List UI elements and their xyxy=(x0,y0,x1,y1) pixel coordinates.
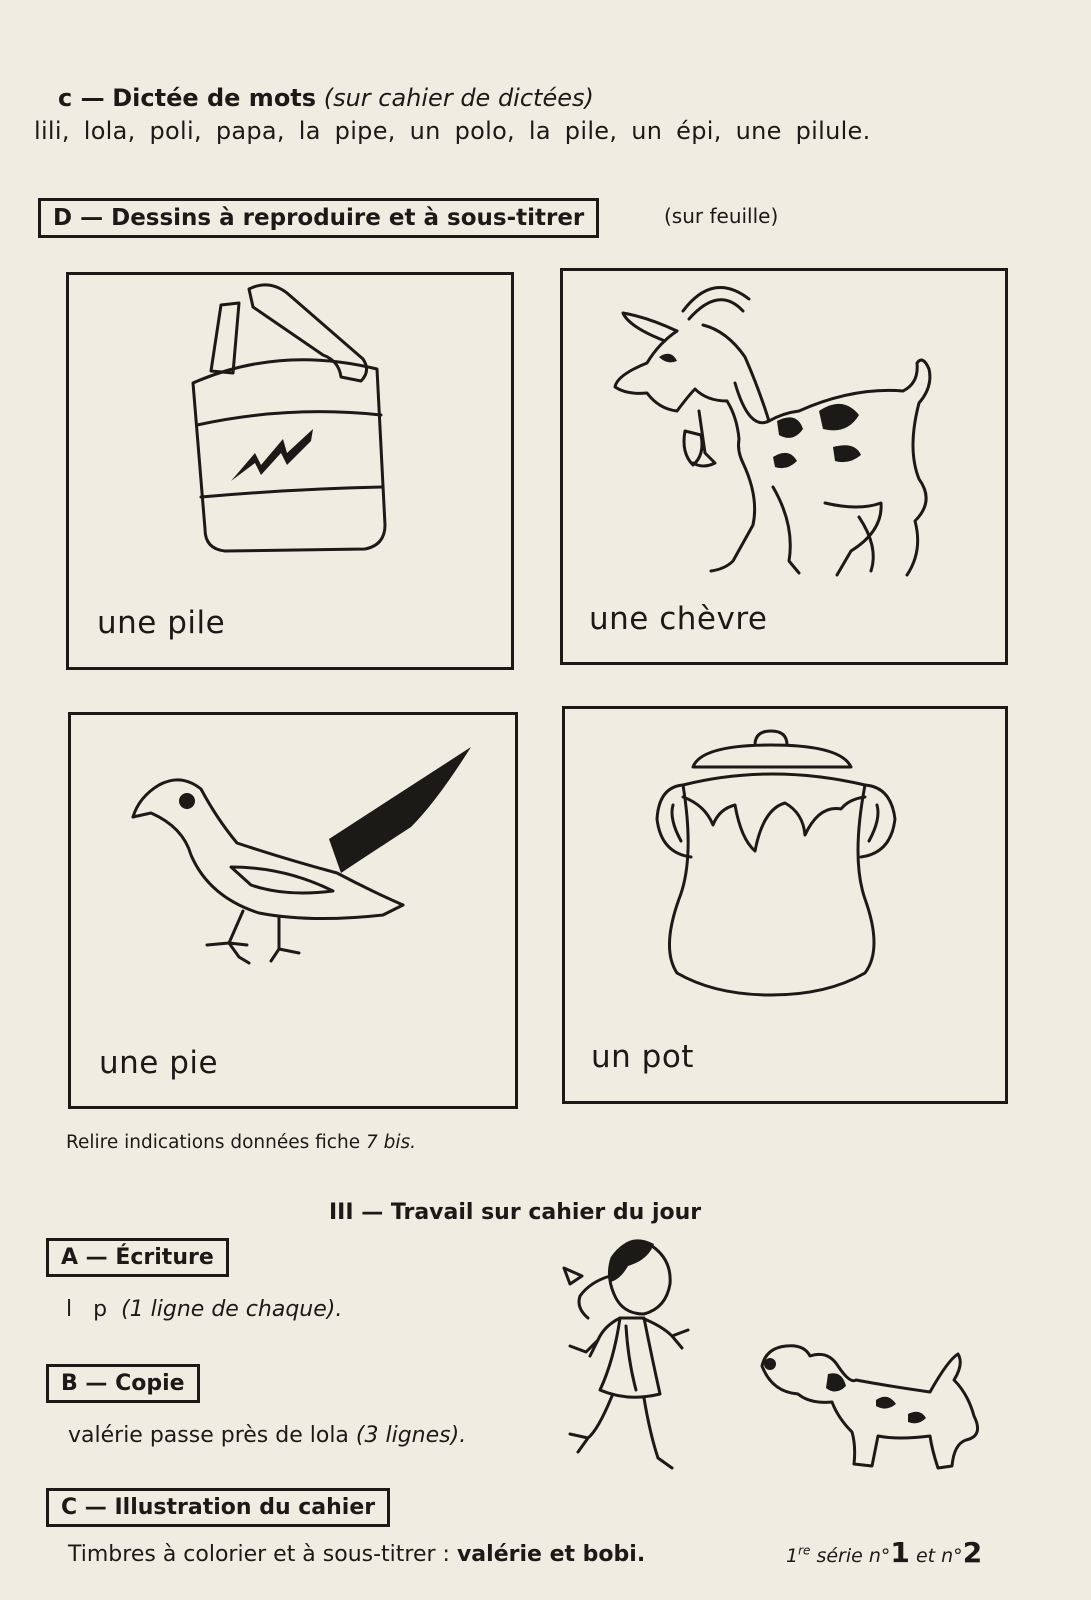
panel-caption: une pie xyxy=(99,1045,219,1081)
section-a-line xyxy=(66,1297,342,1322)
reread-note xyxy=(66,1132,416,1153)
panel-goat xyxy=(560,268,1008,665)
dictation-heading xyxy=(58,84,594,112)
dictation-note: (sur cahier de dictées) xyxy=(323,84,594,112)
section-c-title: C — Illustration du cahier xyxy=(46,1488,390,1527)
section-3-title: III — Travail sur cahier du jour xyxy=(329,1200,702,1225)
section-c-line xyxy=(68,1542,645,1567)
footer-sup: re xyxy=(798,1543,811,1558)
panel-caption: une pile xyxy=(97,605,226,641)
footer-et: et n° xyxy=(915,1545,963,1567)
section-b-line xyxy=(68,1423,466,1448)
section-b-note: (3 lignes). xyxy=(355,1423,467,1448)
section-a-title: A — Écriture xyxy=(46,1238,229,1277)
dictation-label: c — xyxy=(58,84,105,112)
section-b-title: B — Copie xyxy=(46,1364,200,1403)
section-d-title: D — Dessins à reproduire et à sous-titrer xyxy=(38,198,599,238)
panel-caption: un pot xyxy=(591,1039,694,1075)
footer-prefix: 1 xyxy=(786,1545,799,1567)
panel-pot xyxy=(562,706,1008,1104)
section-a-letters: l p xyxy=(66,1297,108,1322)
footer-number-1: 1 xyxy=(890,1536,910,1569)
section-d-note: (sur feuille) xyxy=(664,204,779,228)
series-footer xyxy=(786,1536,982,1569)
section-c-text: Timbres à colorier et à sous-titrer : xyxy=(68,1542,450,1567)
footer-serie: série n° xyxy=(816,1545,891,1567)
panel-caption: une chèvre xyxy=(589,601,768,637)
footer-number-2: 2 xyxy=(962,1536,983,1569)
panel-battery xyxy=(66,272,514,670)
reread-text: Relire indications données fiche xyxy=(66,1132,361,1153)
dictation-words: lili, lola, poli, papa, la pipe, un polo, la pile, un épi, une pilule. xyxy=(34,117,871,145)
section-b-text: valérie passe près de lola xyxy=(68,1423,349,1448)
girl-icon xyxy=(548,1230,698,1510)
section-c-names: valérie et bobi. xyxy=(456,1542,646,1567)
section-a-note: (1 ligne de chaque). xyxy=(121,1297,343,1322)
dog-icon xyxy=(758,1340,998,1480)
dictation-title: Dictée de mots xyxy=(112,84,317,112)
reread-ref: 7 bis. xyxy=(365,1132,417,1153)
panel-magpie xyxy=(68,712,518,1109)
